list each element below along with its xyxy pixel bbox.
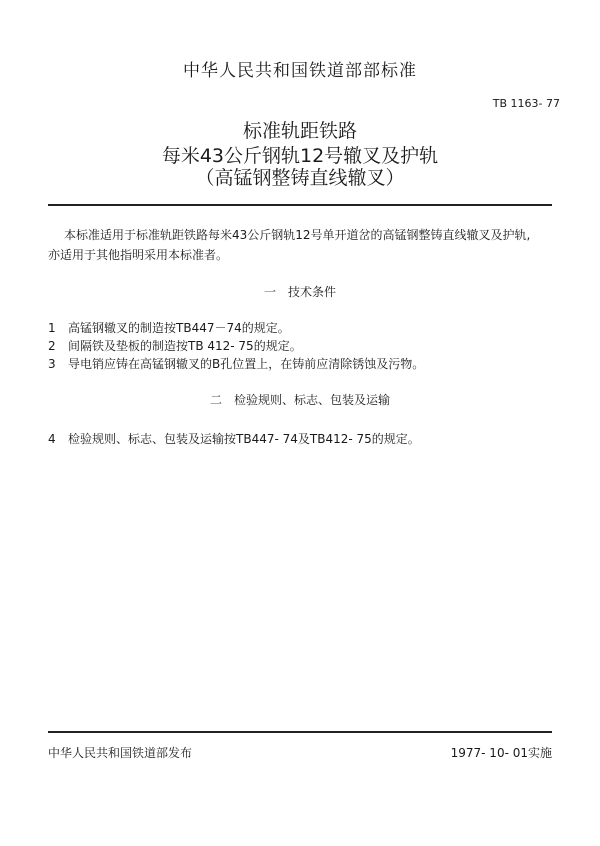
- list-item: [48, 430, 420, 447]
- header-divider: [48, 204, 552, 206]
- item-number: 1: [48, 321, 56, 335]
- standard-code: TB 1163- 77: [492, 97, 560, 110]
- item-text: 检验规则、标志、包装及运输按TB447- 74及TB412- 75的规定。: [68, 432, 420, 446]
- list-item: [48, 319, 290, 336]
- item-text: 间隔铁及垫板的制造按TB 412- 75的规定。: [68, 339, 302, 353]
- item-number: 3: [48, 357, 56, 371]
- effective-date: 1977- 10- 01实施: [450, 746, 552, 760]
- intro-paragraph-line-2: 亦适用于其他指明采用本标准者。: [48, 248, 229, 262]
- item-text: 导电销应铸在高锰钢辙叉的B孔位置上，在铸前应清除锈蚀及污物。: [68, 357, 425, 371]
- list-item: [48, 355, 424, 372]
- item-text: 高锰钢辙叉的制造按TB447－74的规定。: [68, 321, 290, 335]
- publisher-label: 中华人民共和国铁道部发布: [48, 746, 193, 760]
- document-title-line-1: 标准轨距铁路: [242, 120, 357, 142]
- item-number: 2: [48, 339, 56, 353]
- intro-paragraph-line-1: 本标准适用于标准轨距铁路每米43公斤钢轨12号单开道岔的高锰钢整铸直线辙叉及护轨,: [64, 228, 531, 242]
- footer-divider: [48, 731, 552, 733]
- issuer-title: 中华人民共和国铁道部部标准: [183, 61, 417, 81]
- item-number: 4: [48, 432, 56, 446]
- section-heading-inspection: 二 检验规则、标志、包装及运输: [209, 393, 390, 407]
- document-title-line-2: 每米43公斤钢轨12号辙叉及护轨: [161, 145, 439, 167]
- list-item: [48, 337, 302, 354]
- section-heading-technical: 一 技术条件: [263, 285, 336, 299]
- document-title-line-3: （高锰钢整铸直线辙叉）: [195, 167, 405, 189]
